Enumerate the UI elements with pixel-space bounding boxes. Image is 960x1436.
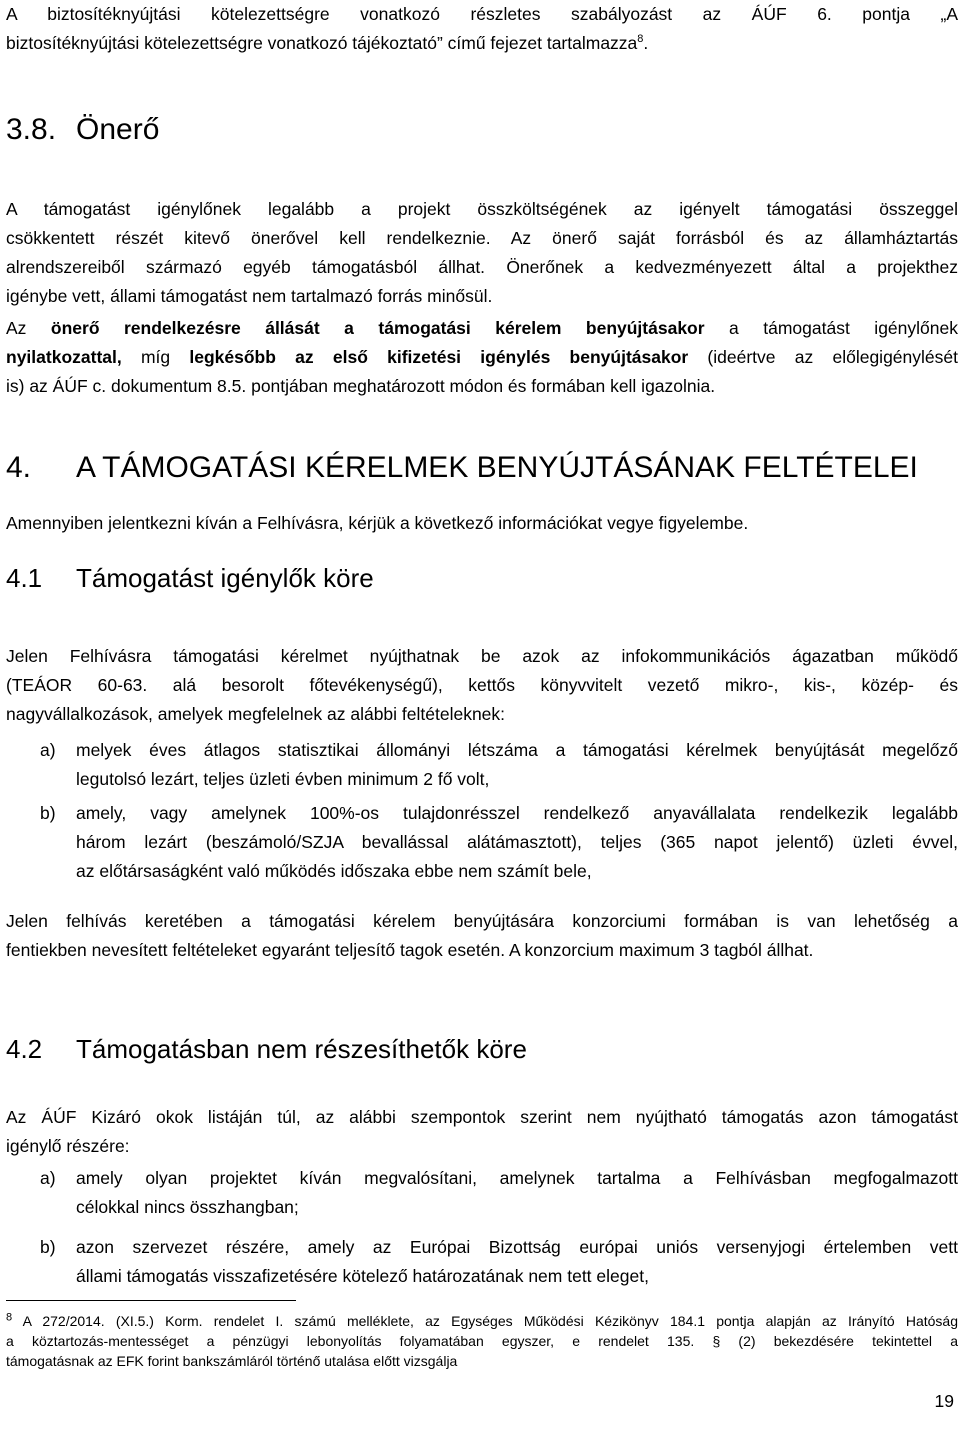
section-number: 4.1 bbox=[6, 563, 43, 593]
text-line: legutolsó lezárt, teljes üzleti évben minimum 2 fő volt, bbox=[76, 769, 490, 789]
section-number: 4.2 bbox=[6, 1034, 43, 1064]
intro-line-2: biztosítéknyújtási kötelezettségre vonatkozó tájékoztató” című fejezet tartalmazza$^8$. bbox=[6, 33, 649, 53]
text-line: melyek éves átlagos statisztikai állományi létszáma a támogatási kérelmek benyújtását megelőző bbox=[76, 740, 958, 760]
footnote-line: támogatásnak az EFK forint bankszámláról történő utalása előtt vizsgálja bbox=[6, 1353, 458, 1369]
intro-line-1: A biztosítéknyújtási kötelezettségre vonatkozó részletes szabályozást az ÁÚF 6. pontja „A bbox=[6, 4, 958, 24]
page-number: 19 bbox=[934, 1391, 954, 1411]
text-line: célokkal nincs összhangban; bbox=[76, 1197, 299, 1217]
onero-paragraph-2 bbox=[6, 314, 958, 401]
text-line: Amennyiben jelentkezni kíván a Felhívásra, kérjük a következő információkat vegye figyelembe. bbox=[6, 513, 749, 533]
footnote-line: $^8$ A 272/2014. (XI.5.) Korm. rendelet I. számú melléklete, az Egységes Működési Kézikönyv 184.1 pontja alapján az Irányító Hatóság bbox=[6, 1311, 958, 1329]
section-4-2-paragraph bbox=[6, 1103, 958, 1161]
text-line: Az önerő rendelkezésre állását a támogatási kérelem benyújtásakor a támogatást igénylőnek bbox=[6, 318, 958, 338]
section-number: 3.8. bbox=[6, 113, 57, 146]
text-line: azon szervezet részére, amely az Európai Bizottság európai uniós versenyjogi értelemben vett bbox=[76, 1237, 958, 1257]
text-line: fentiekben nevesített feltételeket egyaránt teljesítő tagok esetén. A konzorcium maximum 3 tagból állhat. bbox=[6, 940, 814, 960]
text-line: amely olyan projektet kíván megvalósítani, amelynek tartalma a Felhívásban megfogalmazott bbox=[76, 1168, 958, 1188]
list-marker: a) bbox=[40, 1168, 56, 1188]
section-heading-3-8 bbox=[6, 112, 159, 148]
footnote-separator bbox=[6, 1300, 296, 1301]
section-number: 4. bbox=[6, 451, 32, 484]
section-heading-4-1 bbox=[6, 562, 374, 594]
text-line: nagyvállalkozások, amelyek megfelelnek az alábbi feltételeknek: bbox=[6, 704, 506, 724]
section-heading-4 bbox=[6, 450, 918, 486]
text-line: igénybe vett, állami támogatást nem tartalmazó forrás minősül. bbox=[6, 286, 493, 306]
footnote bbox=[6, 1311, 958, 1371]
section-title: A TÁMOGATÁSI KÉRELMEK BENYÚJTÁSÁNAK FELTÉTELEI bbox=[76, 451, 918, 484]
footnote-ref-8: 8 bbox=[637, 33, 644, 46]
onero-paragraph-1 bbox=[6, 195, 958, 311]
section-title: Önerő bbox=[76, 113, 160, 146]
list-marker: b) bbox=[40, 803, 56, 823]
text-line: is) az ÁÚF c. dokumentum 8.5. pontjában meghatározott módon és formában kell igazolnia. bbox=[6, 376, 716, 396]
text-line: az előtársaságként való működés időszaka ebbe nem számít bele, bbox=[76, 861, 592, 881]
text-line: nyilatkozattal, míg legkésőbb az első kifizetési igénylés benyújtásakor (ideértve az előlegigénylését bbox=[6, 347, 958, 367]
text-line: igénylő részére: bbox=[6, 1136, 130, 1156]
text-line: Az ÁÚF Kizáró okok listáján túl, az alábbi szempontok szerint nem nyújtható támogatás azon támogatást bbox=[6, 1107, 958, 1127]
section-heading-4-2 bbox=[6, 1033, 527, 1065]
text-line: csökkentett részét kitevő önerővel kell rendelkeznie. Az önerő saját forrásból és az államháztartás bbox=[6, 228, 958, 248]
section-4-1-paragraph bbox=[6, 642, 958, 729]
text-line: Jelen Felhívásra támogatási kérelmet nyújthatnak be azok az infokommunikációs ágazatban működő bbox=[6, 646, 958, 666]
list-marker: a) bbox=[40, 740, 56, 760]
text-line: három lezárt (beszámoló/SZJA bevallással alátámasztott), teljes (365 napot jelentő) üzleti évvel, bbox=[76, 832, 958, 852]
intro-paragraph bbox=[6, 0, 958, 58]
text-line: (TEÁOR 60-63. alá besorolt főtevékenységű), kettős könyvvitelt vezető mikro-, kis-, közép- és bbox=[6, 675, 958, 695]
footnote-line: a köztartozás-mentességet a pénzügyi lebonyolítás folyamatában egyszer, e rendelet 135. § (2) bekezdésére tekintettel a bbox=[6, 1333, 958, 1349]
section-4-intro bbox=[6, 509, 958, 538]
text-line: állami támogatás visszafizetésére kötelező határozatának nem tett eleget, bbox=[76, 1266, 649, 1286]
footnote-mark: 8 bbox=[6, 1311, 13, 1324]
list-marker: b) bbox=[40, 1237, 56, 1257]
consortium-paragraph bbox=[6, 907, 958, 965]
text-line: Jelen felhívás keretében a támogatási kérelem benyújtására konzorciumi formában is van lehetőség a bbox=[6, 911, 958, 931]
section-title: Támogatásban nem részesíthetők köre bbox=[76, 1034, 527, 1064]
text-line: amely, vagy amelynek 100%-os tulajdonrésszel rendelkező anyavállalata rendelkezik legalább bbox=[76, 803, 958, 823]
section-title: Támogatást igénylők köre bbox=[76, 563, 374, 593]
text-line: A támogatást igénylőnek legalább a projekt összköltségének az igényelt támogatási összeggel bbox=[6, 199, 958, 219]
text-line: alrendszereiből származó egyéb támogatásból állhat. Önerőnek a kedvezményezett által a projekthez bbox=[6, 257, 958, 277]
